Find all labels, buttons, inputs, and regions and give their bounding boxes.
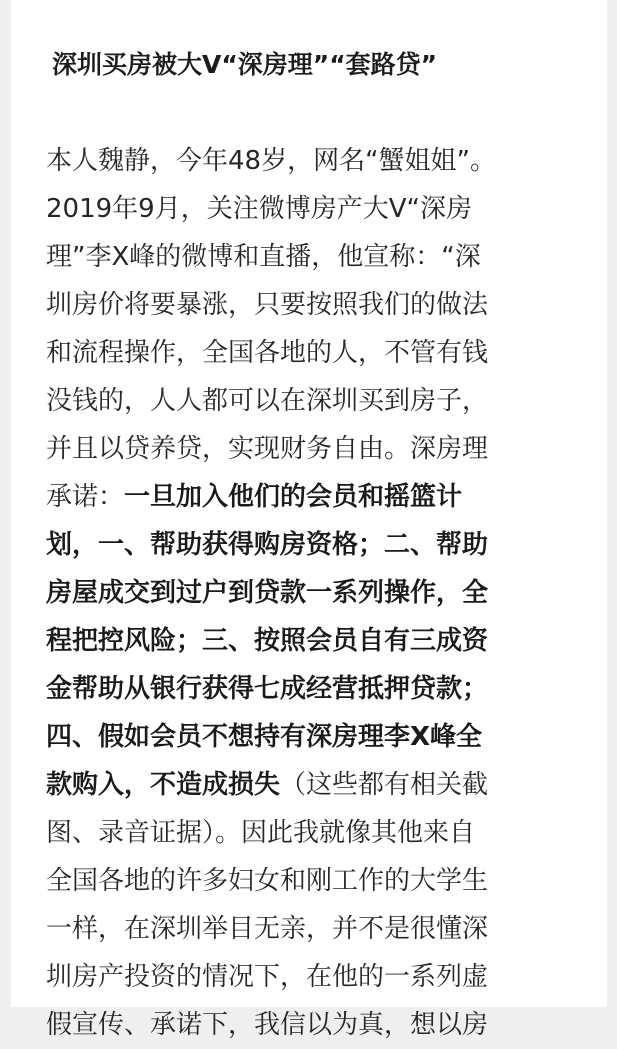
bold-text-segment: 一旦加入他们的会员和摇篮计 xyxy=(124,482,463,512)
paragraph-line xyxy=(46,809,576,857)
paragraph-line xyxy=(46,665,576,713)
paragraph-line xyxy=(46,185,576,233)
text-segment: 图、录音证据）。因此我就像其他来自 xyxy=(46,818,476,848)
article-card xyxy=(11,0,607,1040)
paragraph-line xyxy=(46,233,576,281)
paragraph-line xyxy=(46,569,576,617)
paragraph-line xyxy=(46,137,576,185)
paragraph-line xyxy=(46,425,576,473)
text-segment: 全国各地的许多妇女和刚工作的大学生 xyxy=(46,866,489,896)
text-segment: 承诺： xyxy=(46,482,125,512)
bold-text-segment: 款购入，不造成损失 xyxy=(46,770,281,800)
paragraph-line xyxy=(46,281,576,329)
text-segment: 圳房产投资的情况下，在他的一系列虚 xyxy=(46,962,489,992)
text-segment: 理”李X峰的微博和直播，他宣称：“深 xyxy=(46,242,481,272)
paragraph-line xyxy=(46,953,576,1001)
text-segment: 一样，在深圳举目无亲，并不是很懂深 xyxy=(46,914,489,944)
bold-text-segment: 程把控风险；三、按照会员自有三成资 xyxy=(46,626,489,656)
paragraph-line xyxy=(46,521,576,569)
article-title: 深圳买房被大V“深房理”“套路贷” xyxy=(52,50,438,79)
paragraph-line xyxy=(46,473,576,521)
paragraph-line xyxy=(46,1001,576,1049)
text-segment: 假宣传、承诺下，我信以为真，想以房 xyxy=(46,1010,489,1040)
bold-text-segment: 金帮助从银行获得七成经营抵押贷款； xyxy=(46,674,489,704)
paragraph-line xyxy=(46,713,576,761)
bold-text-segment: 房屋成交到过户到贷款一系列操作，全 xyxy=(46,578,489,608)
text-segment: 没钱的，人人都可以在深圳买到房子， xyxy=(46,386,489,416)
article-body xyxy=(46,137,576,1049)
paragraph-line xyxy=(46,857,576,905)
paragraph-line xyxy=(46,617,576,665)
bold-text-segment: 划，一、帮助获得购房资格；二、帮助 xyxy=(46,530,489,560)
text-segment: 2019年9月，关注微博房产大V“深房 xyxy=(46,194,472,224)
text-segment: 和流程操作，全国各地的人，不管有钱 xyxy=(46,338,489,368)
paragraph-line xyxy=(46,329,576,377)
text-segment: （这些都有相关截 xyxy=(280,770,489,800)
paragraph-line xyxy=(46,377,576,425)
paragraph-line xyxy=(46,761,576,809)
text-segment: 并且以贷养贷，实现财务自由。深房理 xyxy=(46,434,489,464)
text-segment: 圳房价将要暴涨，只要按照我们的做法 xyxy=(46,290,489,320)
bold-text-segment: 四、假如会员不想持有深房理李X峰全 xyxy=(46,722,483,752)
text-segment: 本人魏静，今年48岁，网名“蟹姐姐”。 xyxy=(46,146,497,176)
paragraph-line xyxy=(46,905,576,953)
